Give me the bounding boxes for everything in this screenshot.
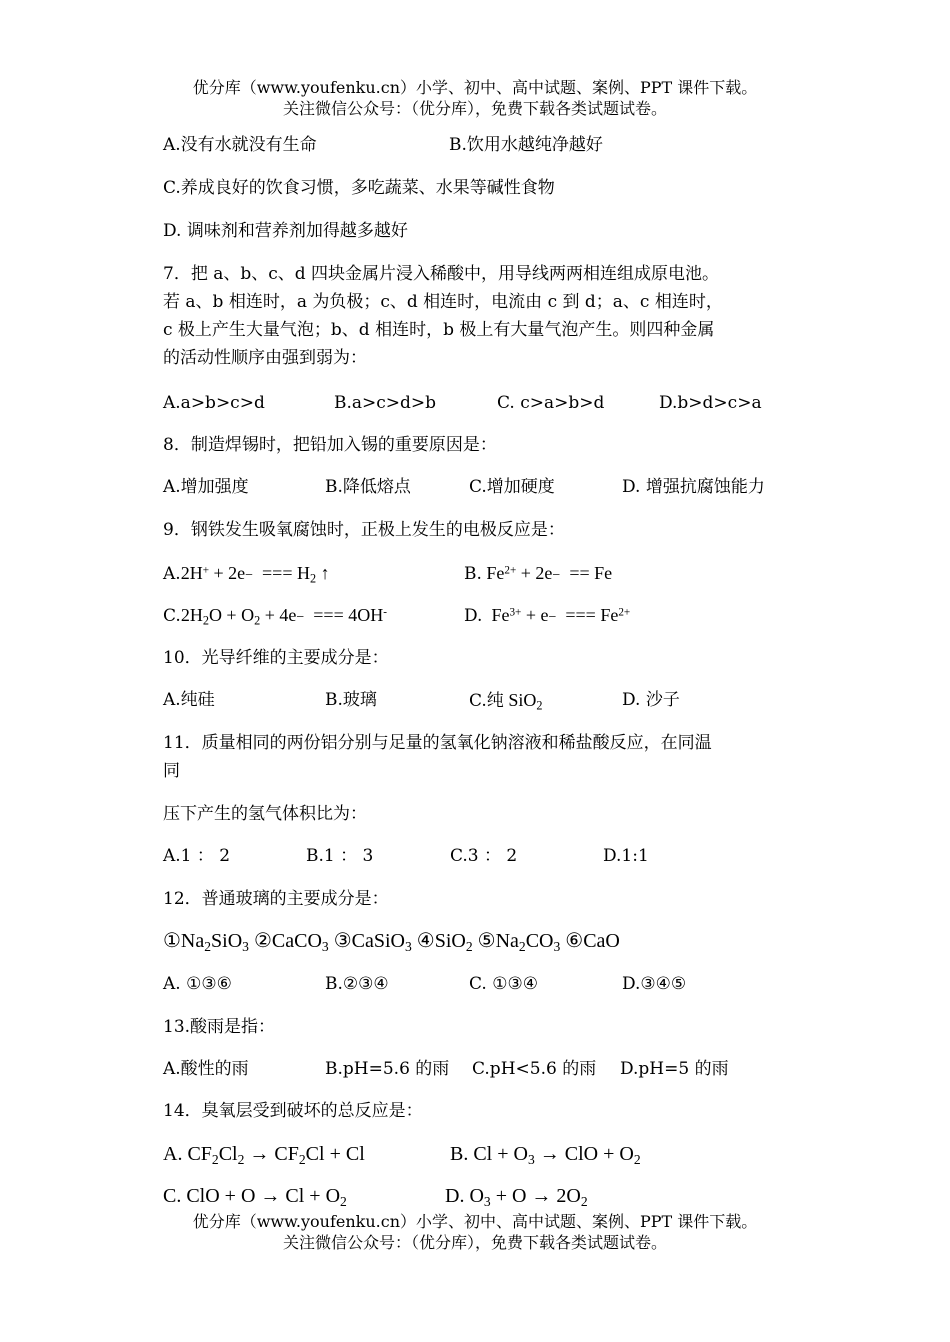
header-line-1: 优分库（www.youfenku.cn）小学、初中、高中试题、案例、PPT 课件下载。: [192, 78, 758, 97]
q13-option-b: B.pH=5.6 的雨: [325, 1059, 450, 1079]
q10-option-b: B.玻璃: [325, 690, 377, 710]
q8-option-d: D. 增强抗腐蚀能力: [622, 477, 765, 497]
q7-stem-line-3: c 极上产生大量气泡；b、d 相连时，b 极上有大量气泡产生。则四种金属: [163, 320, 715, 340]
q9-option-c: [163, 603, 387, 630]
q11-option-d: D.1:1: [603, 846, 649, 866]
q7-option-c: C. c>a>b>d: [497, 393, 605, 413]
q9-option-d-label: D.: [464, 606, 483, 626]
q14-option-a: A. $CF_2Cl_2 \to CF_2Cl + Cl$: [163, 1143, 365, 1167]
q10-option-c-label: C.纯: [469, 691, 504, 711]
q9-option-d: [464, 603, 630, 630]
q9-option-b-label: B.: [464, 564, 482, 584]
q13-option-a: A.酸性的雨: [163, 1059, 249, 1079]
q8-stem: 8．制造焊锡时，把铅加入锡的重要原因是：: [163, 435, 497, 455]
q14-option-d: D. $O_3 + O \to 2O_2$: [445, 1185, 588, 1209]
q9-option-c-formula: $2H_2O + O_2 + 4e-$ === 4OH-: [180, 605, 387, 628]
q8-option-c: C.增加硬度: [469, 477, 555, 497]
q11-option-c: C.3 ： 2: [450, 846, 518, 866]
q7-stem-line-1: 7．把 a、b、c、d 四块金属片浸入稀酸中，用导线两两相连组成原电池。: [163, 264, 720, 284]
q9-stem: 9．钢铁发生吸氧腐蚀时，正极上发生的电极反应是：: [163, 520, 565, 540]
q14-stem: 14．臭氧层受到破坏的总反应是：: [163, 1101, 423, 1121]
q9-option-a-formula: 2H+ + 2e− === $H_2$ ↑: [180, 563, 330, 586]
q6-option-a: A.没有水就没有生命: [163, 135, 317, 155]
q12-option-b: B.②③④: [325, 974, 389, 994]
q12-stem: 12．普通玻璃的主要成分是：: [163, 889, 389, 909]
q9-option-d-formula: $Fe^{3+} + e-$ === $Fe^{2+}$: [482, 605, 631, 625]
header-line-2: 关注微信公众号：（优分库），免费下载各类试题试卷。: [282, 99, 667, 118]
q9-option-b: [464, 561, 612, 588]
q12-option-c: C. ①③④: [469, 974, 538, 994]
q10-stem: 10．光导纤维的主要成分是：: [163, 648, 389, 668]
q6-option-c: C.养成良好的饮食习惯，多吃蔬菜、水果等碱性食物: [163, 178, 555, 198]
q11-stem-line-1: 11．质量相同的两份铝分别与足量的氢氧化钠溶液和稀盐酸反应，在同温: [163, 733, 712, 753]
q6-option-d: D. 调味剂和营养剂加得越多越好: [163, 221, 408, 241]
q12-compounds: $①Na_2SiO_3$ ②CaCO$_3$ ③CaSiO$_3$ ④SiO$_2$ $⑤Na_2CO_3$ ⑥CaO: [163, 930, 620, 954]
q9-option-b-formula: $Fe^{2+} + 2e- == Fe$: [481, 563, 613, 583]
q9-option-a: [163, 561, 330, 588]
q11-stem-line-2: 同: [163, 761, 180, 781]
q13-option-c: C.pH<5.6 的雨: [472, 1059, 597, 1079]
q10-option-c-formula: SiO$_2$: [503, 690, 543, 713]
q13-option-d: D.pH=5 的雨: [620, 1059, 729, 1079]
q8-option-b: B.降低熔点: [325, 477, 411, 497]
footer-line-2: 关注微信公众号：（优分库），免费下载各类试题试卷。: [282, 1233, 667, 1252]
q12-option-a: A. ①③⑥: [163, 974, 232, 994]
q11-stem-line-3: 压下产生的氢气体积比为：: [163, 804, 367, 824]
q12-option-d: D.③④⑤: [622, 974, 687, 994]
q14-option-b: B. $Cl + O_3$ → ClO + $O_2$: [450, 1143, 641, 1167]
q7-option-a: A.a>b>c>d: [163, 393, 265, 413]
q13-stem: 13.酸雨是指：: [163, 1017, 276, 1037]
q9-option-c-label: C.: [163, 606, 181, 626]
q7-stem-line-2: 若 a、b 相连时，a 为负极；c、d 相连时，电流由 c 到 d；a、c 相连时，: [163, 292, 723, 312]
footer-line-1: 优分库（www.youfenku.cn）小学、初中、高中试题、案例、PPT 课件下载。: [192, 1212, 758, 1231]
q14-option-c: C. ClO + $O \to Cl + O_2$: [163, 1185, 347, 1209]
q6-option-b: B.饮用水越纯净越好: [449, 135, 603, 155]
q11-option-a: A.1 ： 2: [163, 846, 231, 866]
q10-option-d: D. 沙子: [622, 690, 680, 710]
q7-stem-line-4: 的活动性顺序由强到弱为：: [163, 348, 367, 368]
q9-option-a-label: A.: [163, 564, 181, 584]
q11-option-b: B.1 ： 3: [306, 846, 374, 866]
q7-option-d: D.b>d>c>a: [659, 393, 762, 413]
q10-option-a: A.纯硅: [163, 690, 215, 710]
q8-option-a: A.增加强度: [163, 477, 249, 497]
q10-option-c: [469, 688, 542, 713]
q7-option-b: B.a>c>d>b: [334, 393, 437, 413]
